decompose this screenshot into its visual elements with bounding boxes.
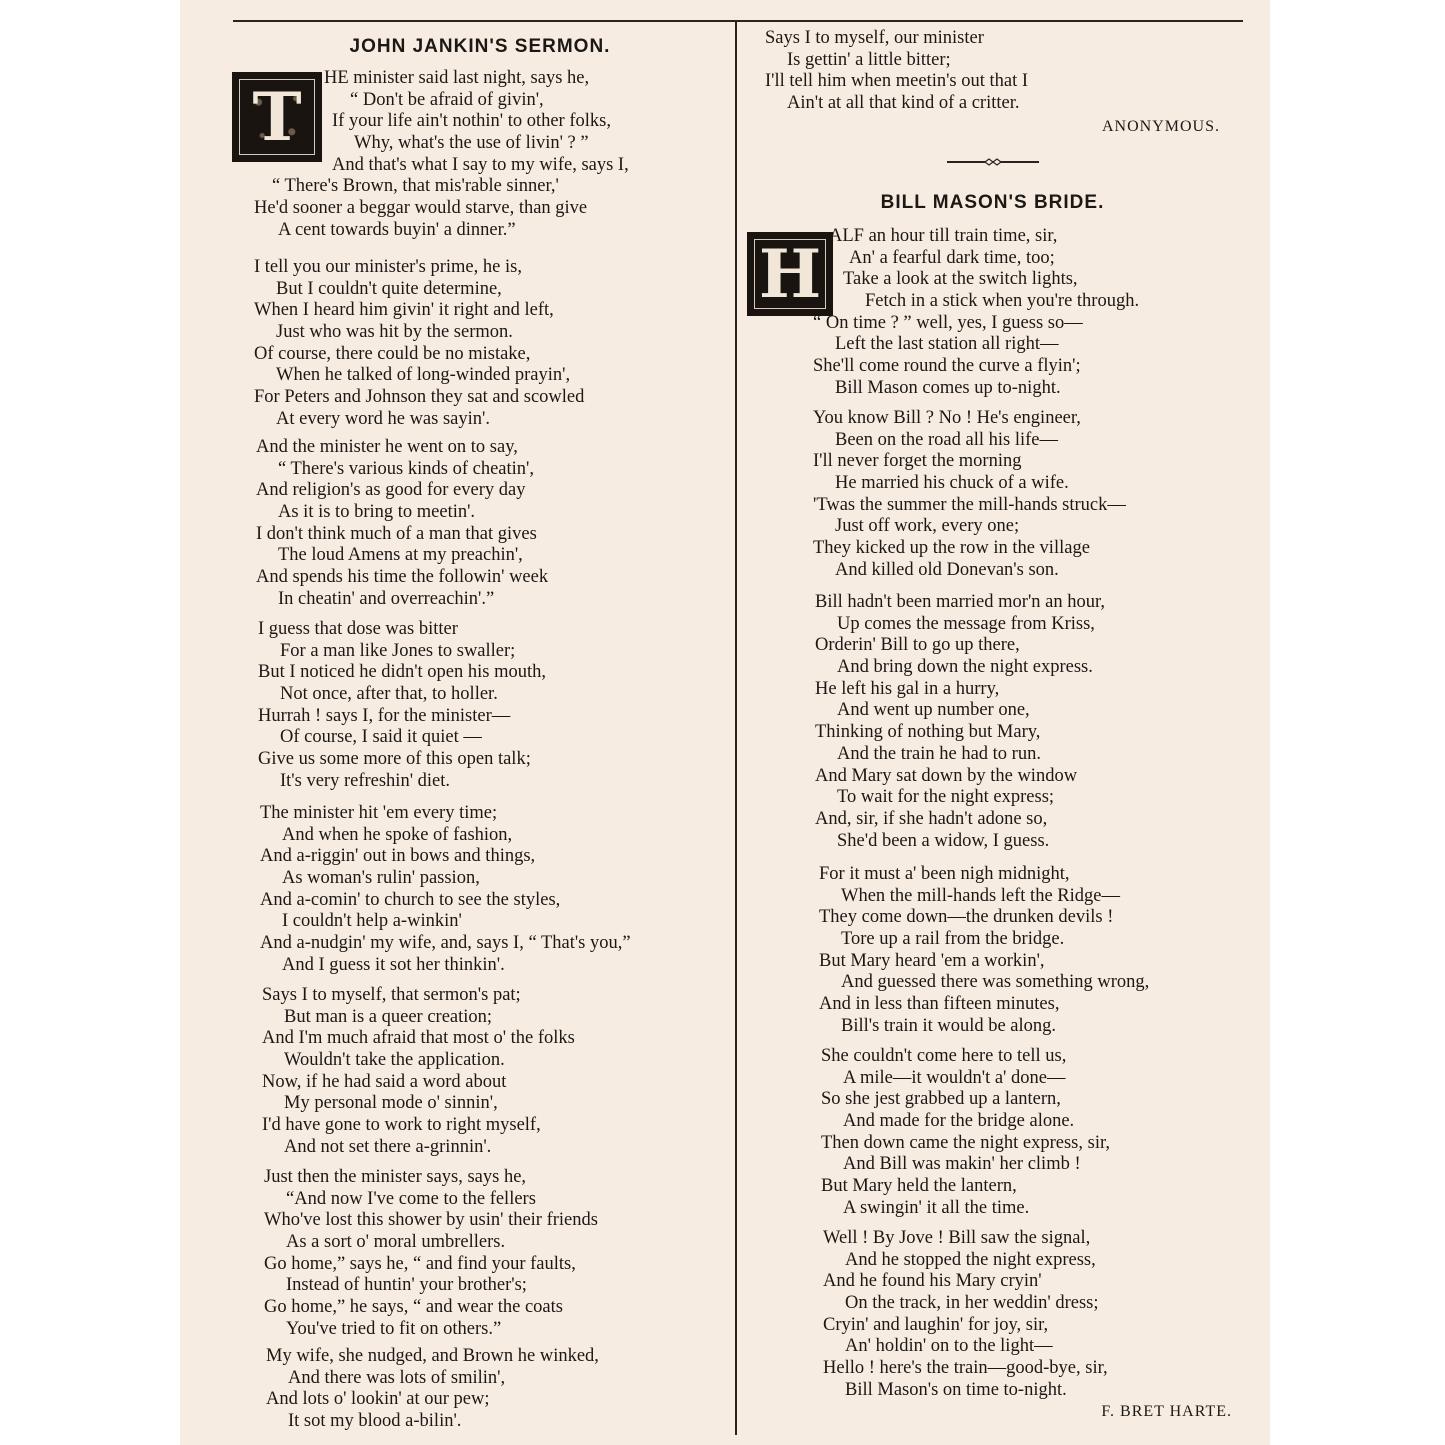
poem-line: My wife, she nudged, and Brown he winked, bbox=[266, 1346, 599, 1366]
stanza bbox=[745, 226, 1139, 400]
poem-line: “ On time ? ” well, yes, I guess so— bbox=[813, 312, 1083, 333]
poem-line: And spends his time the followin' week bbox=[256, 567, 549, 588]
poem-line: And not set there a-grinnin'. bbox=[284, 1136, 492, 1157]
poem-line: Fetch in a stick when you're through. bbox=[865, 291, 1140, 312]
stanza bbox=[258, 619, 546, 793]
poem-line: And religion's as good for every day bbox=[256, 480, 526, 501]
drop-cap-letter: H bbox=[758, 235, 822, 313]
poem-line: A cent towards buyin' a dinner.” bbox=[278, 219, 516, 240]
poem-line: “And now I've come to the fellers bbox=[286, 1188, 536, 1209]
author-attribution: F. BRET HARTE. bbox=[1101, 1403, 1232, 1420]
poem-line: But I noticed he didn't open his mouth, bbox=[258, 662, 546, 683]
poem-line: Says I to myself, our minister bbox=[765, 28, 984, 48]
poem-line: Bill hadn't been married mor'n an hour, bbox=[815, 592, 1106, 612]
poem-line: You know Bill ? No ! He's engineer, bbox=[813, 408, 1081, 428]
poem-line: Just then the minister says, says he, bbox=[264, 1167, 527, 1187]
poem-line: And lots o' lookin' at our pew; bbox=[266, 1389, 490, 1410]
poem-line: And when he spoke of fashion, bbox=[282, 824, 513, 845]
poem-line: In cheatin' and overreachin'.” bbox=[278, 588, 495, 609]
poem-line: Hurrah ! says I, for the minister— bbox=[258, 705, 511, 726]
stanza bbox=[765, 28, 1028, 115]
poem-line: And a-comin' to church to see the styles, bbox=[260, 889, 561, 910]
poem-line: Thinking of nothing but Mary, bbox=[815, 722, 1041, 743]
stanza bbox=[819, 864, 1149, 1038]
ornament-divider bbox=[947, 157, 1039, 167]
poem-line: On the track, in her weddin' dress; bbox=[845, 1293, 1099, 1314]
poem-line: Tore up a rail from the bridge. bbox=[841, 929, 1065, 950]
poem-line: Says I to myself, that sermon's pat; bbox=[262, 985, 521, 1005]
poem-line: And guessed there was something wrong, bbox=[841, 972, 1150, 993]
poem-line: But man is a queer creation; bbox=[284, 1006, 493, 1027]
poem-line: I'd have gone to work to right myself, bbox=[262, 1115, 541, 1136]
poem-line: Bill Mason comes up to-night. bbox=[835, 377, 1061, 398]
poem-line: Now, if he had said a word about bbox=[262, 1071, 507, 1092]
poem-line: Cryin' and laughin' for joy, sir, bbox=[823, 1314, 1049, 1335]
poem-line: I guess that dose was bitter bbox=[258, 619, 458, 639]
poem-line: When I heard him givin' it right and left, bbox=[254, 300, 554, 321]
poem-line: And in less than fifteen minutes, bbox=[819, 994, 1060, 1015]
poem-line: He left his gal in a hurry, bbox=[815, 678, 1000, 699]
stanza bbox=[266, 1346, 599, 1433]
poem-line: Take a look at the switch lights, bbox=[843, 269, 1078, 290]
poem-line: And Bill was makin' her climb ! bbox=[843, 1154, 1081, 1175]
poem-line: “ There's Brown, that mis'rable sinner,' bbox=[272, 176, 559, 197]
poem-line: Of course, I said it quiet — bbox=[280, 727, 482, 748]
poem-line: My personal mode o' sinnin', bbox=[284, 1093, 498, 1114]
poem-line: And a-riggin' out in bows and things, bbox=[260, 846, 536, 867]
poem-line: And he found his Mary cryin' bbox=[823, 1271, 1042, 1292]
poem-line: But Mary heard 'em a workin', bbox=[819, 950, 1045, 971]
poem-line: As it is to bring to meetin'. bbox=[278, 502, 476, 523]
poem-line: I'll tell him when meetin's out that I bbox=[765, 71, 1029, 92]
poem-line: Bill's train it would be along. bbox=[841, 1015, 1057, 1036]
poem-line: HE minister said last night, says he, bbox=[324, 68, 590, 88]
poem-line: They come down—the drunken devils ! bbox=[819, 907, 1114, 928]
poem-line: To wait for the night express; bbox=[837, 787, 1055, 808]
poem-line: A swingin' it all the time. bbox=[843, 1197, 1030, 1218]
stanza bbox=[264, 1167, 598, 1341]
author-attribution: ANONYMOUS. bbox=[1101, 118, 1220, 135]
stanza bbox=[821, 1046, 1110, 1220]
poem-line: Just off work, every one; bbox=[835, 516, 1020, 537]
poem-line: And there was lots of smilin', bbox=[288, 1367, 506, 1388]
stanza bbox=[813, 408, 1126, 582]
poem-line: As a sort o' moral umbrellers. bbox=[286, 1232, 506, 1253]
poem-line: Bill Mason's on time to-night. bbox=[845, 1379, 1067, 1400]
poem-line: And he stopped the night express, bbox=[845, 1249, 1096, 1270]
poem-line: He married his chuck of a wife. bbox=[835, 473, 1069, 494]
poem-line: A mile—it wouldn't a' done— bbox=[843, 1067, 1066, 1088]
poem-line: I don't think much of a man that gives bbox=[256, 523, 537, 544]
poem-line: Up comes the message from Kriss, bbox=[837, 613, 1095, 634]
poem-line: And, sir, if she hadn't adone so, bbox=[815, 808, 1048, 829]
poem-line: An' holdin' on to the light— bbox=[845, 1336, 1053, 1357]
poem-line: Go home,” he says, “ and wear the coats bbox=[264, 1297, 563, 1318]
poem-line: When the mill-hands left the Ridge— bbox=[841, 885, 1120, 906]
poem-line: Well ! By Jove ! Bill saw the signal, bbox=[823, 1228, 1091, 1248]
poem-line: ALF an hour till train time, sir, bbox=[829, 226, 1058, 246]
poem-line: Not once, after that, to holler. bbox=[280, 684, 498, 705]
poem-line: And the train he had to run. bbox=[837, 743, 1041, 764]
poem-line: 'Twas the summer the mill-hands struck— bbox=[813, 494, 1126, 515]
poem-line: She'll come round the curve a flyin'; bbox=[813, 356, 1081, 377]
poem-line: So she jest grabbed up a lantern, bbox=[821, 1089, 1061, 1110]
poem-line: But Mary held the lantern, bbox=[821, 1176, 1017, 1197]
poem-line: I tell you our minister's prime, he is, bbox=[254, 257, 522, 277]
poem-title: JOHN JANKIN'S SERMON. bbox=[349, 36, 611, 57]
poem-line: The loud Amens at my preachin', bbox=[278, 545, 523, 566]
poem-line: Why, what's the use of livin' ? ” bbox=[354, 133, 589, 154]
poem-line: Hello ! here's the train—good-bye, sir, bbox=[823, 1358, 1108, 1379]
poem-line: I'll never forget the morning bbox=[813, 451, 1022, 472]
stanza bbox=[254, 257, 584, 431]
drop-cap-letter: T bbox=[252, 78, 302, 156]
poem-line: And I'm much afraid that most o' the folks bbox=[262, 1028, 575, 1049]
poem-line: Go home,” says he, “ and find your faults, bbox=[264, 1253, 576, 1274]
poem-line: And bring down the night express. bbox=[837, 657, 1093, 678]
poem-line: She couldn't come here to tell us, bbox=[821, 1046, 1067, 1066]
poem-line: He'd sooner a beggar would starve, than give bbox=[254, 198, 588, 219]
column-divider bbox=[735, 20, 737, 1435]
poem-line: Instead of huntin' your brother's; bbox=[286, 1275, 527, 1296]
poem-line: Orderin' Bill to go up there, bbox=[815, 635, 1020, 656]
poem-title: BILL MASON'S BRIDE. bbox=[880, 192, 1105, 213]
poem-line: And a-nudgin' my wife, and, says I, “ That's you,” bbox=[260, 933, 631, 954]
poem-line: Left the last station all right— bbox=[835, 334, 1059, 355]
poem-line: Then down came the night express, sir, bbox=[821, 1132, 1111, 1153]
poem-line: And I guess it sot her thinkin'. bbox=[282, 954, 505, 975]
stanza bbox=[240, 68, 629, 242]
poem-line: Who've lost this shower by usin' their friends bbox=[264, 1210, 598, 1231]
poem-line: At every word he was sayin'. bbox=[276, 408, 490, 429]
poem-line: Is gettin' a little bitter; bbox=[787, 49, 951, 70]
poem-line: I couldn't help a-winkin' bbox=[282, 911, 462, 932]
poem-line: As woman's rulin' passion, bbox=[282, 868, 480, 889]
poem-line: You've tried to fit on others.” bbox=[286, 1318, 502, 1339]
poem-line: And that's what I say to my wife, says I, bbox=[332, 154, 629, 175]
poem-line: An' a fearful dark time, too; bbox=[849, 247, 1055, 268]
poem-line: Wouldn't take the application. bbox=[284, 1050, 505, 1071]
poem-line: Of course, there could be no mistake, bbox=[254, 343, 531, 364]
poem-line: And the minister he went on to say, bbox=[256, 437, 518, 457]
stanza bbox=[815, 592, 1105, 852]
poem-line: For it must a' been nigh midnight, bbox=[819, 864, 1070, 884]
poem-line: And Mary sat down by the window bbox=[815, 765, 1078, 786]
poem-line: For Peters and Johnson they sat and scowled bbox=[254, 387, 585, 408]
stanza bbox=[256, 437, 548, 611]
poem-line: The minister hit 'em every time; bbox=[260, 803, 498, 823]
poem-line: When he talked of long-winded prayin', bbox=[276, 365, 571, 386]
poem-line: Give us some more of this open talk; bbox=[258, 749, 531, 770]
stanza bbox=[823, 1228, 1108, 1402]
poem-line: “ There's various kinds of cheatin', bbox=[278, 458, 535, 479]
poem-line: She'd been a widow, I guess. bbox=[837, 830, 1050, 851]
stanza bbox=[262, 985, 575, 1159]
poem-line: But I couldn't quite determine, bbox=[276, 278, 502, 299]
poem-line: It's very refreshin' diet. bbox=[280, 770, 451, 791]
poem-line: “ Don't be afraid of givin', bbox=[350, 89, 544, 110]
poem-line: They kicked up the row in the village bbox=[813, 538, 1090, 559]
poem-line: Been on the road all his life— bbox=[835, 429, 1058, 450]
poem-line: And killed old Donevan's son. bbox=[835, 559, 1059, 580]
top-rule bbox=[233, 20, 1243, 22]
poem-line: And went up number one, bbox=[837, 700, 1030, 721]
poem-line: Ain't at all that kind of a critter. bbox=[787, 93, 1020, 114]
poem-line: If your life ain't nothin' to other folks, bbox=[332, 111, 611, 132]
poem-line: And made for the bridge alone. bbox=[843, 1111, 1075, 1132]
poem-line: For a man like Jones to swaller; bbox=[280, 640, 516, 661]
poem-line: It sot my blood a-bilin'. bbox=[288, 1411, 462, 1432]
stanza bbox=[260, 803, 631, 977]
poem-line: Just who was hit by the sermon. bbox=[276, 322, 513, 343]
